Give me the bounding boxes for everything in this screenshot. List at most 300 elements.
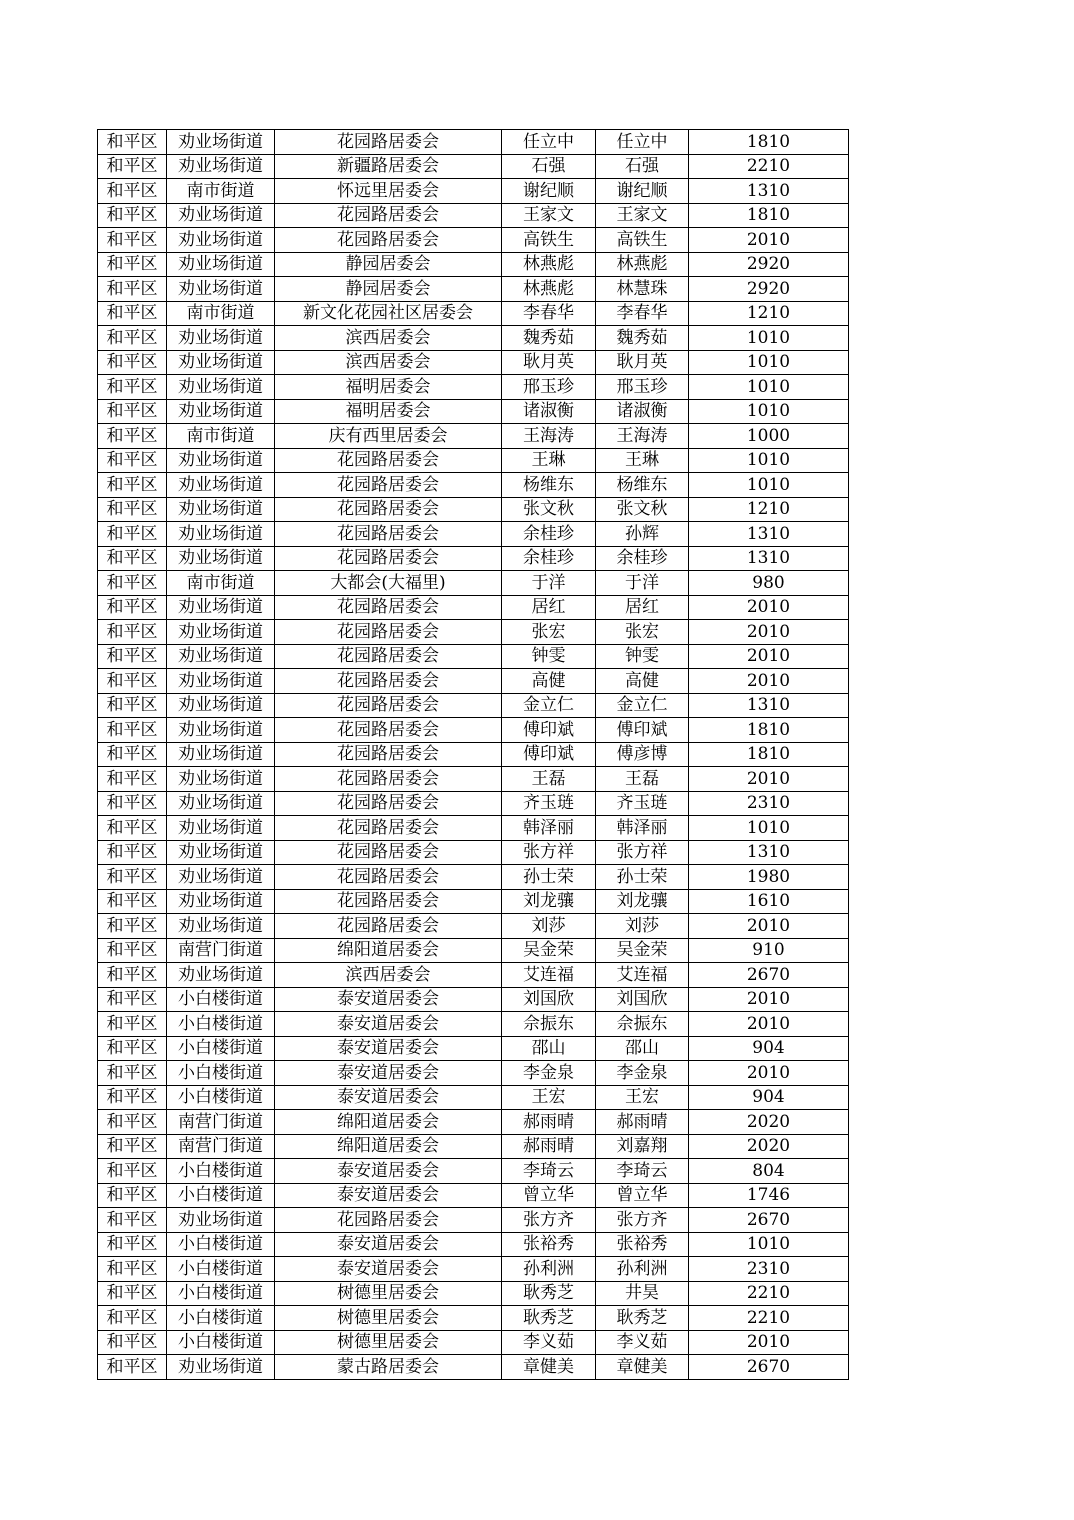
district-cell: 和平区 <box>98 375 167 400</box>
name-cell: 孙士荣 <box>502 865 596 890</box>
district-cell: 和平区 <box>98 816 167 841</box>
amount-cell: 1210 <box>689 497 849 522</box>
committee-cell: 花园路居委会 <box>275 644 502 669</box>
district-cell: 和平区 <box>98 497 167 522</box>
amount-cell: 980 <box>689 571 849 596</box>
name-cell: 郝雨晴 <box>502 1110 596 1135</box>
member-name-cell: 诸淑衡 <box>596 399 689 424</box>
name-cell: 王宏 <box>502 1085 596 1110</box>
committee-cell: 花园路居委会 <box>275 669 502 694</box>
street-cell: 小白楼街道 <box>167 1012 275 1037</box>
table-row <box>98 546 849 571</box>
street-cell: 劝业场街道 <box>167 669 275 694</box>
street-cell: 劝业场街道 <box>167 865 275 890</box>
amount-cell: 804 <box>689 1159 849 1184</box>
district-cell: 和平区 <box>98 1306 167 1331</box>
member-name-cell: 任立中 <box>596 130 689 155</box>
amount-cell: 1810 <box>689 130 849 155</box>
name-cell: 王家文 <box>502 203 596 228</box>
table-row <box>98 375 849 400</box>
table-row <box>98 424 849 449</box>
street-cell: 劝业场街道 <box>167 473 275 498</box>
district-cell: 和平区 <box>98 571 167 596</box>
street-cell: 南市街道 <box>167 424 275 449</box>
street-cell: 劝业场街道 <box>167 718 275 743</box>
amount-cell: 1310 <box>689 522 849 547</box>
table-row <box>98 595 849 620</box>
amount-cell: 2010 <box>689 228 849 253</box>
table-body <box>98 130 849 1380</box>
name-cell: 王琳 <box>502 448 596 473</box>
committee-cell: 花园路居委会 <box>275 816 502 841</box>
street-cell: 劝业场街道 <box>167 816 275 841</box>
amount-cell: 1810 <box>689 203 849 228</box>
table-row <box>98 791 849 816</box>
table-row <box>98 1330 849 1355</box>
committee-cell: 树德里居委会 <box>275 1281 502 1306</box>
table-row <box>98 1306 849 1331</box>
member-name-cell: 齐玉琏 <box>596 791 689 816</box>
district-cell: 和平区 <box>98 1281 167 1306</box>
street-cell: 劝业场街道 <box>167 252 275 277</box>
table-row <box>98 1159 849 1184</box>
member-name-cell: 韩泽丽 <box>596 816 689 841</box>
member-name-cell: 高铁生 <box>596 228 689 253</box>
committee-cell: 花园路居委会 <box>275 228 502 253</box>
amount-cell: 2010 <box>689 620 849 645</box>
street-cell: 南营门街道 <box>167 938 275 963</box>
table-row <box>98 448 849 473</box>
table-row <box>98 718 849 743</box>
table-row <box>98 987 849 1012</box>
committee-cell: 泰安道居委会 <box>275 1036 502 1061</box>
street-cell: 小白楼街道 <box>167 1281 275 1306</box>
name-cell: 佘振东 <box>502 1012 596 1037</box>
member-name-cell: 王海涛 <box>596 424 689 449</box>
table-row <box>98 277 849 302</box>
member-name-cell: 艾连福 <box>596 963 689 988</box>
street-cell: 劝业场街道 <box>167 1355 275 1380</box>
name-cell: 张方祥 <box>502 840 596 865</box>
committee-cell: 花园路居委会 <box>275 1208 502 1233</box>
street-cell: 劝业场街道 <box>167 546 275 571</box>
member-name-cell: 张裕秀 <box>596 1232 689 1257</box>
name-cell: 刘国欣 <box>502 987 596 1012</box>
committee-cell: 泰安道居委会 <box>275 1183 502 1208</box>
street-cell: 小白楼街道 <box>167 1232 275 1257</box>
amount-cell: 1010 <box>689 816 849 841</box>
table-row <box>98 154 849 179</box>
amount-cell: 2310 <box>689 1257 849 1282</box>
amount-cell: 1010 <box>689 399 849 424</box>
table-row <box>98 1183 849 1208</box>
name-cell: 任立中 <box>502 130 596 155</box>
street-cell: 小白楼街道 <box>167 1330 275 1355</box>
amount-cell: 1310 <box>689 546 849 571</box>
committee-cell: 花园路居委会 <box>275 889 502 914</box>
committee-cell: 花园路居委会 <box>275 203 502 228</box>
amount-cell: 1810 <box>689 742 849 767</box>
table-row <box>98 1232 849 1257</box>
street-cell: 劝业场街道 <box>167 203 275 228</box>
district-cell: 和平区 <box>98 546 167 571</box>
street-cell: 劝业场街道 <box>167 522 275 547</box>
amount-cell: 1210 <box>689 301 849 326</box>
table-row <box>98 473 849 498</box>
member-name-cell: 刘龙骧 <box>596 889 689 914</box>
table-row <box>98 767 849 792</box>
amount-cell: 2670 <box>689 1355 849 1380</box>
amount-cell: 2010 <box>689 595 849 620</box>
street-cell: 劝业场街道 <box>167 277 275 302</box>
district-cell: 和平区 <box>98 595 167 620</box>
amount-cell: 1010 <box>689 326 849 351</box>
amount-cell: 2310 <box>689 791 849 816</box>
table-row <box>98 228 849 253</box>
amount-cell: 2010 <box>689 669 849 694</box>
member-name-cell: 于洋 <box>596 571 689 596</box>
committee-cell: 怀远里居委会 <box>275 179 502 204</box>
table-row <box>98 938 849 963</box>
street-cell: 劝业场街道 <box>167 595 275 620</box>
name-cell: 李琦云 <box>502 1159 596 1184</box>
name-cell: 李义茹 <box>502 1330 596 1355</box>
amount-cell: 2920 <box>689 252 849 277</box>
committee-cell: 泰安道居委会 <box>275 987 502 1012</box>
district-cell: 和平区 <box>98 1257 167 1282</box>
committee-cell: 花园路居委会 <box>275 767 502 792</box>
member-name-cell: 居红 <box>596 595 689 620</box>
street-cell: 小白楼街道 <box>167 1085 275 1110</box>
committee-cell: 花园路居委会 <box>275 546 502 571</box>
amount-cell: 2670 <box>689 1208 849 1233</box>
member-name-cell: 张宏 <box>596 620 689 645</box>
table-row <box>98 1012 849 1037</box>
table-row <box>98 350 849 375</box>
street-cell: 劝业场街道 <box>167 767 275 792</box>
table-row <box>98 1110 849 1135</box>
committee-cell: 泰安道居委会 <box>275 1232 502 1257</box>
member-name-cell: 耿月英 <box>596 350 689 375</box>
district-cell: 和平区 <box>98 620 167 645</box>
amount-cell: 2010 <box>689 1012 849 1037</box>
name-cell: 于洋 <box>502 571 596 596</box>
amount-cell: 1010 <box>689 350 849 375</box>
member-name-cell: 魏秀茹 <box>596 326 689 351</box>
amount-cell: 1980 <box>689 865 849 890</box>
name-cell: 林燕彪 <box>502 277 596 302</box>
member-name-cell: 邵山 <box>596 1036 689 1061</box>
name-cell: 石强 <box>502 154 596 179</box>
amount-cell: 1010 <box>689 1232 849 1257</box>
district-cell: 和平区 <box>98 1355 167 1380</box>
member-name-cell: 井昊 <box>596 1281 689 1306</box>
amount-cell: 2020 <box>689 1110 849 1135</box>
district-cell: 和平区 <box>98 277 167 302</box>
amount-cell: 904 <box>689 1085 849 1110</box>
name-cell: 林燕彪 <box>502 252 596 277</box>
name-cell: 诸淑衡 <box>502 399 596 424</box>
street-cell: 劝业场街道 <box>167 228 275 253</box>
member-name-cell: 谢纪顺 <box>596 179 689 204</box>
committee-cell: 花园路居委会 <box>275 130 502 155</box>
committee-cell: 静园居委会 <box>275 252 502 277</box>
street-cell: 劝业场街道 <box>167 963 275 988</box>
member-name-cell: 傅彦博 <box>596 742 689 767</box>
district-cell: 和平区 <box>98 399 167 424</box>
street-cell: 南市街道 <box>167 301 275 326</box>
street-cell: 劝业场街道 <box>167 130 275 155</box>
member-name-cell: 刘莎 <box>596 914 689 939</box>
table-row <box>98 1257 849 1282</box>
district-cell: 和平区 <box>98 1330 167 1355</box>
name-cell: 邢玉珍 <box>502 375 596 400</box>
amount-cell: 1010 <box>689 375 849 400</box>
committee-cell: 花园路居委会 <box>275 840 502 865</box>
name-cell: 傅印斌 <box>502 742 596 767</box>
table-row <box>98 179 849 204</box>
amount-cell: 2010 <box>689 644 849 669</box>
committee-cell: 静园居委会 <box>275 277 502 302</box>
table-row <box>98 497 849 522</box>
street-cell: 劝业场街道 <box>167 448 275 473</box>
committee-cell: 泰安道居委会 <box>275 1061 502 1086</box>
member-name-cell: 佘振东 <box>596 1012 689 1037</box>
name-cell: 李金泉 <box>502 1061 596 1086</box>
district-cell: 和平区 <box>98 889 167 914</box>
table-row <box>98 130 849 155</box>
name-cell: 曾立华 <box>502 1183 596 1208</box>
name-cell: 魏秀茹 <box>502 326 596 351</box>
member-name-cell: 王磊 <box>596 767 689 792</box>
committee-cell: 花园路居委会 <box>275 448 502 473</box>
committee-cell: 花园路居委会 <box>275 693 502 718</box>
district-cell: 和平区 <box>98 1110 167 1135</box>
table-row <box>98 963 849 988</box>
committee-cell: 绵阳道居委会 <box>275 1134 502 1159</box>
table-row <box>98 1134 849 1159</box>
street-cell: 劝业场街道 <box>167 620 275 645</box>
name-cell: 居红 <box>502 595 596 620</box>
district-cell: 和平区 <box>98 644 167 669</box>
district-cell: 和平区 <box>98 1232 167 1257</box>
district-cell: 和平区 <box>98 791 167 816</box>
table-row <box>98 571 849 596</box>
amount-cell: 2210 <box>689 1281 849 1306</box>
district-cell: 和平区 <box>98 669 167 694</box>
table-row <box>98 669 849 694</box>
district-cell: 和平区 <box>98 840 167 865</box>
committee-cell: 绵阳道居委会 <box>275 1110 502 1135</box>
district-cell: 和平区 <box>98 987 167 1012</box>
table-row <box>98 889 849 914</box>
table-row <box>98 399 849 424</box>
district-cell: 和平区 <box>98 865 167 890</box>
district-cell: 和平区 <box>98 522 167 547</box>
member-name-cell: 曾立华 <box>596 1183 689 1208</box>
amount-cell: 1310 <box>689 840 849 865</box>
district-cell: 和平区 <box>98 1183 167 1208</box>
member-name-cell: 石强 <box>596 154 689 179</box>
district-cell: 和平区 <box>98 130 167 155</box>
name-cell: 高健 <box>502 669 596 694</box>
name-cell: 韩泽丽 <box>502 816 596 841</box>
member-name-cell: 耿秀芝 <box>596 1306 689 1331</box>
street-cell: 劝业场街道 <box>167 742 275 767</box>
district-cell: 和平区 <box>98 252 167 277</box>
name-cell: 傅印斌 <box>502 718 596 743</box>
member-name-cell: 李春华 <box>596 301 689 326</box>
district-cell: 和平区 <box>98 914 167 939</box>
street-cell: 劝业场街道 <box>167 497 275 522</box>
name-cell: 王海涛 <box>502 424 596 449</box>
member-name-cell: 王家文 <box>596 203 689 228</box>
district-cell: 和平区 <box>98 154 167 179</box>
member-name-cell: 李琦云 <box>596 1159 689 1184</box>
table-row <box>98 1281 849 1306</box>
name-cell: 余桂珍 <box>502 522 596 547</box>
district-cell: 和平区 <box>98 963 167 988</box>
amount-cell: 1610 <box>689 889 849 914</box>
amount-cell: 2010 <box>689 987 849 1012</box>
district-cell: 和平区 <box>98 1061 167 1086</box>
name-cell: 杨维东 <box>502 473 596 498</box>
name-cell: 钟雯 <box>502 644 596 669</box>
committee-cell: 福明居委会 <box>275 399 502 424</box>
member-name-cell: 李金泉 <box>596 1061 689 1086</box>
district-cell: 和平区 <box>98 938 167 963</box>
committee-cell: 树德里居委会 <box>275 1330 502 1355</box>
table-row <box>98 1036 849 1061</box>
member-name-cell: 章健美 <box>596 1355 689 1380</box>
member-name-cell: 钟雯 <box>596 644 689 669</box>
table-row <box>98 301 849 326</box>
table-row <box>98 1085 849 1110</box>
street-cell: 南营门街道 <box>167 1110 275 1135</box>
amount-cell: 1310 <box>689 693 849 718</box>
table-row <box>98 742 849 767</box>
committee-cell: 蒙古路居委会 <box>275 1355 502 1380</box>
street-cell: 小白楼街道 <box>167 1257 275 1282</box>
member-name-cell: 王琳 <box>596 448 689 473</box>
amount-cell: 1010 <box>689 448 849 473</box>
table-row <box>98 522 849 547</box>
name-cell: 李春华 <box>502 301 596 326</box>
committee-cell: 泰安道居委会 <box>275 1159 502 1184</box>
amount-cell: 2020 <box>689 1134 849 1159</box>
committee-cell: 福明居委会 <box>275 375 502 400</box>
committee-cell: 滨西居委会 <box>275 326 502 351</box>
amount-cell: 2210 <box>689 154 849 179</box>
member-name-cell: 傅印斌 <box>596 718 689 743</box>
name-cell: 余桂珍 <box>502 546 596 571</box>
table-row <box>98 693 849 718</box>
table-row <box>98 252 849 277</box>
street-cell: 劝业场街道 <box>167 375 275 400</box>
district-cell: 和平区 <box>98 1036 167 1061</box>
committee-cell: 滨西居委会 <box>275 963 502 988</box>
amount-cell: 2010 <box>689 1330 849 1355</box>
committee-cell: 花园路居委会 <box>275 865 502 890</box>
member-name-cell: 郝雨晴 <box>596 1110 689 1135</box>
street-cell: 劝业场街道 <box>167 840 275 865</box>
member-name-cell: 孙利洲 <box>596 1257 689 1282</box>
district-cell: 和平区 <box>98 1134 167 1159</box>
member-name-cell: 林慧珠 <box>596 277 689 302</box>
amount-cell: 2210 <box>689 1306 849 1331</box>
table-row <box>98 620 849 645</box>
street-cell: 劝业场街道 <box>167 644 275 669</box>
district-cell: 和平区 <box>98 448 167 473</box>
district-cell: 和平区 <box>98 1085 167 1110</box>
amount-cell: 1810 <box>689 718 849 743</box>
name-cell: 张宏 <box>502 620 596 645</box>
name-cell: 高铁生 <box>502 228 596 253</box>
name-cell: 王磊 <box>502 767 596 792</box>
amount-cell: 2920 <box>689 277 849 302</box>
name-cell: 张文秋 <box>502 497 596 522</box>
district-cell: 和平区 <box>98 718 167 743</box>
district-cell: 和平区 <box>98 350 167 375</box>
name-cell: 张裕秀 <box>502 1232 596 1257</box>
street-cell: 小白楼街道 <box>167 1036 275 1061</box>
committee-cell: 滨西居委会 <box>275 350 502 375</box>
table-row <box>98 816 849 841</box>
table-row <box>98 203 849 228</box>
data-table <box>97 129 849 1380</box>
district-cell: 和平区 <box>98 424 167 449</box>
committee-cell: 新疆路居委会 <box>275 154 502 179</box>
name-cell: 金立仁 <box>502 693 596 718</box>
committee-cell: 花园路居委会 <box>275 595 502 620</box>
committee-cell: 花园路居委会 <box>275 522 502 547</box>
street-cell: 小白楼街道 <box>167 1159 275 1184</box>
member-name-cell: 金立仁 <box>596 693 689 718</box>
name-cell: 孙利洲 <box>502 1257 596 1282</box>
member-name-cell: 林燕彪 <box>596 252 689 277</box>
committee-cell: 庆有西里居委会 <box>275 424 502 449</box>
amount-cell: 2010 <box>689 767 849 792</box>
street-cell: 劝业场街道 <box>167 154 275 179</box>
table-row <box>98 840 849 865</box>
member-name-cell: 刘国欣 <box>596 987 689 1012</box>
committee-cell: 花园路居委会 <box>275 791 502 816</box>
committee-cell: 大都会(大福里) <box>275 571 502 596</box>
street-cell: 劝业场街道 <box>167 791 275 816</box>
district-cell: 和平区 <box>98 767 167 792</box>
street-cell: 南营门街道 <box>167 1134 275 1159</box>
member-name-cell: 杨维东 <box>596 473 689 498</box>
member-name-cell: 张方齐 <box>596 1208 689 1233</box>
district-cell: 和平区 <box>98 228 167 253</box>
member-name-cell: 李义茹 <box>596 1330 689 1355</box>
member-name-cell: 张文秋 <box>596 497 689 522</box>
street-cell: 小白楼街道 <box>167 1061 275 1086</box>
district-cell: 和平区 <box>98 203 167 228</box>
committee-cell: 泰安道居委会 <box>275 1085 502 1110</box>
member-name-cell: 孙辉 <box>596 522 689 547</box>
district-cell: 和平区 <box>98 1159 167 1184</box>
committee-cell: 花园路居委会 <box>275 914 502 939</box>
member-name-cell: 王宏 <box>596 1085 689 1110</box>
table-row <box>98 1355 849 1380</box>
member-name-cell: 余桂珍 <box>596 546 689 571</box>
member-name-cell: 孙士荣 <box>596 865 689 890</box>
name-cell: 艾连福 <box>502 963 596 988</box>
street-cell: 劝业场街道 <box>167 889 275 914</box>
name-cell: 耿月英 <box>502 350 596 375</box>
district-cell: 和平区 <box>98 179 167 204</box>
